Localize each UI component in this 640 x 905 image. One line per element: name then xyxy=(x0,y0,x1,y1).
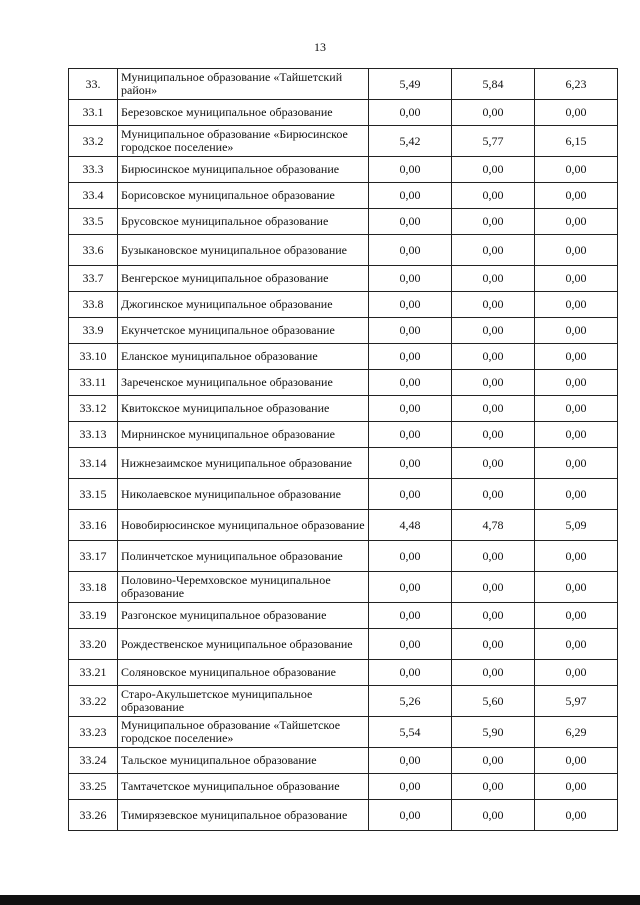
row-number: 33.6 xyxy=(69,235,118,266)
row-number: 33.8 xyxy=(69,292,118,318)
municipality-name: Половино-Черемховское муниципальное образование xyxy=(118,572,369,603)
value-col-1: 0,00 xyxy=(369,318,452,344)
value-col-2: 0,00 xyxy=(452,603,535,629)
value-col-1: 0,00 xyxy=(369,100,452,126)
value-col-2: 0,00 xyxy=(452,292,535,318)
table-row xyxy=(69,422,618,448)
municipality-name: Соляновское муниципальное образование xyxy=(118,660,369,686)
value-col-3: 6,15 xyxy=(535,126,618,157)
value-col-2: 0,00 xyxy=(452,235,535,266)
value-col-2: 0,00 xyxy=(452,318,535,344)
value-col-2: 0,00 xyxy=(452,541,535,572)
value-col-2: 5,77 xyxy=(452,126,535,157)
value-col-1: 0,00 xyxy=(369,396,452,422)
municipality-name: Муниципальное образование «Тайшетское городское поселение» xyxy=(118,717,369,748)
value-col-3: 5,09 xyxy=(535,510,618,541)
table-row xyxy=(69,572,618,603)
municipality-name: Муниципальное образование «Бирюсинское городское поселение» xyxy=(118,126,369,157)
value-col-2: 0,00 xyxy=(452,479,535,510)
value-col-3: 6,29 xyxy=(535,717,618,748)
value-col-3: 0,00 xyxy=(535,209,618,235)
value-col-3: 0,00 xyxy=(535,479,618,510)
row-number: 33.26 xyxy=(69,800,118,831)
value-col-3: 0,00 xyxy=(535,572,618,603)
value-col-3: 0,00 xyxy=(535,629,618,660)
value-col-3: 0,00 xyxy=(535,292,618,318)
value-col-2: 0,00 xyxy=(452,748,535,774)
value-col-1: 0,00 xyxy=(369,774,452,800)
table-row xyxy=(69,370,618,396)
value-col-3: 0,00 xyxy=(535,183,618,209)
table-row xyxy=(69,774,618,800)
table-row xyxy=(69,209,618,235)
value-col-2: 0,00 xyxy=(452,800,535,831)
municipality-name: Тамтачетское муниципальное образование xyxy=(118,774,369,800)
municipality-name: Полинчетское муниципальное образование xyxy=(118,541,369,572)
table-row xyxy=(69,448,618,479)
value-col-3: 0,00 xyxy=(535,318,618,344)
municipal-values-table xyxy=(68,68,618,831)
value-col-2: 0,00 xyxy=(452,774,535,800)
page-number: 13 xyxy=(314,40,326,54)
value-col-2: 0,00 xyxy=(452,629,535,660)
row-number: 33.7 xyxy=(69,266,118,292)
value-col-3: 5,97 xyxy=(535,686,618,717)
municipality-name: Березовское муниципальное образование xyxy=(118,100,369,126)
table-row xyxy=(69,603,618,629)
value-col-2: 0,00 xyxy=(452,422,535,448)
scan-bottom-edge xyxy=(0,895,640,905)
value-col-3: 0,00 xyxy=(535,100,618,126)
municipality-name: Екунчетское муниципальное образование xyxy=(118,318,369,344)
value-col-2: 0,00 xyxy=(452,209,535,235)
row-number: 33. xyxy=(69,69,118,100)
row-number: 33.22 xyxy=(69,686,118,717)
row-number: 33.16 xyxy=(69,510,118,541)
row-number: 33.19 xyxy=(69,603,118,629)
value-col-1: 0,00 xyxy=(369,479,452,510)
municipality-name: Тимирязевское муниципальное образование xyxy=(118,800,369,831)
table-row xyxy=(69,69,618,100)
municipality-name: Брусовское муниципальное образование xyxy=(118,209,369,235)
table-row xyxy=(69,235,618,266)
row-number: 33.21 xyxy=(69,660,118,686)
row-number: 33.15 xyxy=(69,479,118,510)
value-col-1: 0,00 xyxy=(369,603,452,629)
value-col-3: 0,00 xyxy=(535,157,618,183)
municipality-name: Квитокское муниципальное образование xyxy=(118,396,369,422)
row-number: 33.9 xyxy=(69,318,118,344)
value-col-1: 0,00 xyxy=(369,266,452,292)
value-col-2: 0,00 xyxy=(452,660,535,686)
value-col-1: 0,00 xyxy=(369,370,452,396)
value-col-1: 0,00 xyxy=(369,209,452,235)
value-col-1: 0,00 xyxy=(369,183,452,209)
value-col-2: 5,90 xyxy=(452,717,535,748)
value-col-2: 0,00 xyxy=(452,157,535,183)
value-col-2: 0,00 xyxy=(452,100,535,126)
municipality-name: Муниципальное образование «Тайшетский район» xyxy=(118,69,369,100)
table-row xyxy=(69,748,618,774)
table-row xyxy=(69,100,618,126)
value-col-1: 0,00 xyxy=(369,629,452,660)
row-number: 33.11 xyxy=(69,370,118,396)
value-col-1: 0,00 xyxy=(369,422,452,448)
value-col-1: 5,49 xyxy=(369,69,452,100)
value-col-3: 0,00 xyxy=(535,774,618,800)
row-number: 33.14 xyxy=(69,448,118,479)
municipality-name: Борисовское муниципальное образование xyxy=(118,183,369,209)
table-row xyxy=(69,510,618,541)
municipality-name: Разгонское муниципальное образование xyxy=(118,603,369,629)
row-number: 33.25 xyxy=(69,774,118,800)
municipality-name: Венгерское муниципальное образование xyxy=(118,266,369,292)
value-col-1: 0,00 xyxy=(369,800,452,831)
value-col-3: 6,23 xyxy=(535,69,618,100)
value-col-2: 0,00 xyxy=(452,396,535,422)
table-row xyxy=(69,157,618,183)
value-col-2: 0,00 xyxy=(452,370,535,396)
value-col-1: 5,42 xyxy=(369,126,452,157)
table-row xyxy=(69,344,618,370)
value-col-3: 0,00 xyxy=(535,448,618,479)
value-col-3: 0,00 xyxy=(535,235,618,266)
row-number: 33.23 xyxy=(69,717,118,748)
value-col-1: 0,00 xyxy=(369,157,452,183)
row-number: 33.13 xyxy=(69,422,118,448)
table-row xyxy=(69,717,618,748)
table-row xyxy=(69,292,618,318)
value-col-2: 0,00 xyxy=(452,266,535,292)
municipality-name: Бузыкановское муниципальное образование xyxy=(118,235,369,266)
row-number: 33.1 xyxy=(69,100,118,126)
table-row xyxy=(69,660,618,686)
row-number: 33.18 xyxy=(69,572,118,603)
table-body xyxy=(69,69,618,831)
value-col-1: 4,48 xyxy=(369,510,452,541)
value-col-3: 0,00 xyxy=(535,396,618,422)
value-col-1: 0,00 xyxy=(369,541,452,572)
table-row xyxy=(69,396,618,422)
value-col-3: 0,00 xyxy=(535,344,618,370)
value-col-2: 0,00 xyxy=(452,572,535,603)
row-number: 33.3 xyxy=(69,157,118,183)
row-number: 33.17 xyxy=(69,541,118,572)
municipality-name: Мирнинское муниципальное образование xyxy=(118,422,369,448)
municipality-name: Новобирюсинское муниципальное образование xyxy=(118,510,369,541)
value-col-1: 5,26 xyxy=(369,686,452,717)
table-row xyxy=(69,686,618,717)
value-col-3: 0,00 xyxy=(535,748,618,774)
value-col-3: 0,00 xyxy=(535,370,618,396)
table-row xyxy=(69,541,618,572)
municipality-name: Рождественское муниципальное образование xyxy=(118,629,369,660)
value-col-1: 0,00 xyxy=(369,292,452,318)
value-col-2: 5,60 xyxy=(452,686,535,717)
table-row xyxy=(69,479,618,510)
municipality-name: Джогинское муниципальное образование xyxy=(118,292,369,318)
value-col-2: 0,00 xyxy=(452,344,535,370)
municipality-name: Нижнезаимское муниципальное образование xyxy=(118,448,369,479)
table-row xyxy=(69,318,618,344)
table-row xyxy=(69,266,618,292)
municipality-name: Еланское муниципальное образование xyxy=(118,344,369,370)
value-col-2: 5,84 xyxy=(452,69,535,100)
row-number: 33.5 xyxy=(69,209,118,235)
municipality-name: Зареченское муниципальное образование xyxy=(118,370,369,396)
row-number: 33.20 xyxy=(69,629,118,660)
municipality-name: Николаевское муниципальное образование xyxy=(118,479,369,510)
value-col-2: 0,00 xyxy=(452,183,535,209)
municipality-name: Бирюсинское муниципальное образование xyxy=(118,157,369,183)
value-col-1: 0,00 xyxy=(369,448,452,479)
table-row xyxy=(69,183,618,209)
value-col-3: 0,00 xyxy=(535,422,618,448)
row-number: 33.24 xyxy=(69,748,118,774)
value-col-1: 0,00 xyxy=(369,344,452,370)
row-number: 33.2 xyxy=(69,126,118,157)
value-col-3: 0,00 xyxy=(535,603,618,629)
value-col-1: 0,00 xyxy=(369,235,452,266)
value-col-2: 4,78 xyxy=(452,510,535,541)
row-number: 33.12 xyxy=(69,396,118,422)
value-col-1: 5,54 xyxy=(369,717,452,748)
row-number: 33.4 xyxy=(69,183,118,209)
table-row xyxy=(69,629,618,660)
table-row xyxy=(69,126,618,157)
value-col-3: 0,00 xyxy=(535,800,618,831)
value-col-1: 0,00 xyxy=(369,748,452,774)
table-row xyxy=(69,800,618,831)
value-col-3: 0,00 xyxy=(535,541,618,572)
value-col-1: 0,00 xyxy=(369,572,452,603)
value-col-3: 0,00 xyxy=(535,660,618,686)
value-col-3: 0,00 xyxy=(535,266,618,292)
value-col-1: 0,00 xyxy=(369,660,452,686)
municipality-name: Тальское муниципальное образование xyxy=(118,748,369,774)
value-col-2: 0,00 xyxy=(452,448,535,479)
municipality-name: Старо-Акульшетское муниципальное образование xyxy=(118,686,369,717)
row-number: 33.10 xyxy=(69,344,118,370)
